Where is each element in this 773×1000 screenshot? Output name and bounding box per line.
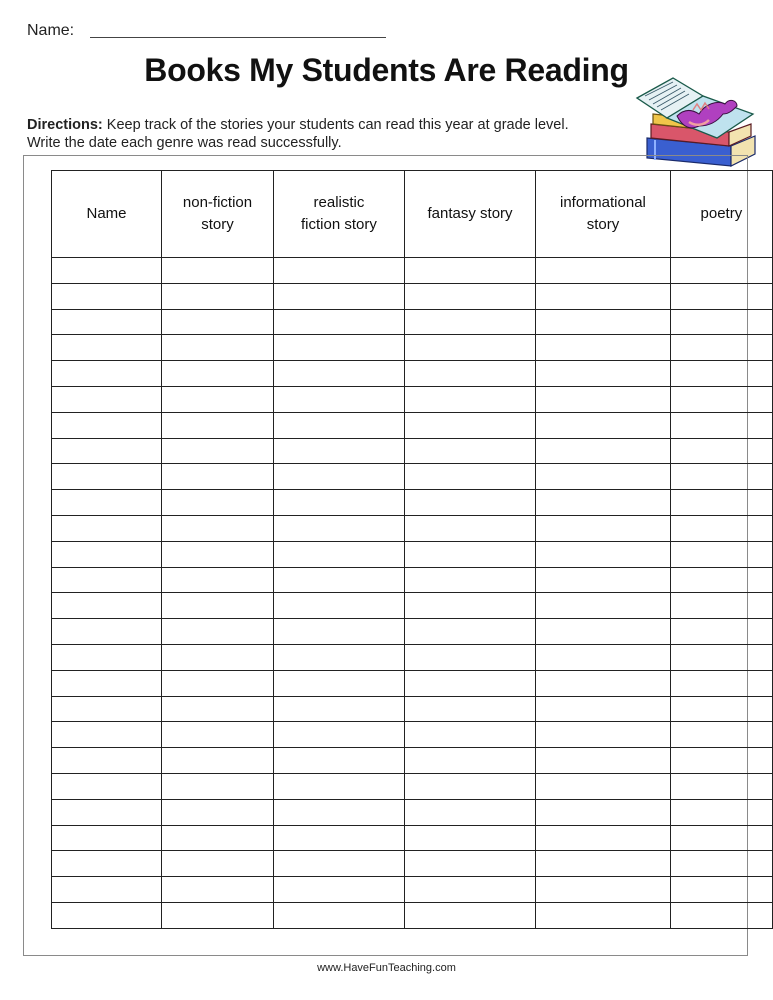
cell-realistic-fiction-story[interactable] [273,258,404,284]
column-header-informational: informational story [536,171,671,258]
cell-fantasy-story[interactable] [404,619,535,645]
cell-non-fiction-story[interactable] [162,515,274,541]
cell-realistic-fiction-story[interactable] [273,515,404,541]
cell-realistic-fiction-story[interactable] [273,619,404,645]
cell-name[interactable] [52,877,162,903]
page-title: Books My Students Are Reading [144,52,629,88]
cell-realistic-fiction-story[interactable] [273,722,404,748]
cell-informational-story[interactable] [536,309,671,335]
cell-fantasy-story[interactable] [404,877,535,903]
cell-name[interactable] [52,722,162,748]
cell-name[interactable] [52,670,162,696]
reading-tracker-table [51,170,773,929]
cell-fantasy-story[interactable] [404,567,535,593]
name-field[interactable] [90,37,386,38]
cell-name[interactable] [52,902,162,928]
cell-poetry[interactable] [670,490,772,516]
cell-informational-story[interactable] [536,644,671,670]
cell-realistic-fiction-story[interactable] [273,386,404,412]
table-row [52,438,773,464]
cell-name[interactable] [52,490,162,516]
cell-non-fiction-story[interactable] [162,799,274,825]
table-row [52,490,773,516]
column-header-non-fiction: non-fiction story [162,171,274,258]
cell-poetry[interactable] [670,619,772,645]
cell-non-fiction-story[interactable] [162,902,274,928]
cell-realistic-fiction-story[interactable] [273,773,404,799]
cell-poetry[interactable] [670,877,772,903]
cell-fantasy-story[interactable] [404,851,535,877]
cell-name[interactable] [52,515,162,541]
cell-informational-story[interactable] [536,541,671,567]
table-row [52,309,773,335]
table-row [52,283,773,309]
cell-informational-story[interactable] [536,670,671,696]
cell-informational-story[interactable] [536,722,671,748]
cell-realistic-fiction-story[interactable] [273,335,404,361]
cell-fantasy-story[interactable] [404,309,535,335]
cell-non-fiction-story[interactable] [162,696,274,722]
cell-poetry[interactable] [670,335,772,361]
cell-informational-story[interactable] [536,386,671,412]
cell-poetry[interactable] [670,851,772,877]
cell-poetry[interactable] [670,644,772,670]
cell-fantasy-story[interactable] [404,722,535,748]
cell-informational-story[interactable] [536,335,671,361]
cell-fantasy-story[interactable] [404,412,535,438]
cell-informational-story[interactable] [536,696,671,722]
cell-name[interactable] [52,567,162,593]
cell-fantasy-story[interactable] [404,773,535,799]
cell-name[interactable] [52,748,162,774]
cell-poetry[interactable] [670,696,772,722]
cell-realistic-fiction-story[interactable] [273,541,404,567]
cell-realistic-fiction-story[interactable] [273,877,404,903]
table-row [52,644,773,670]
cell-realistic-fiction-story[interactable] [273,309,404,335]
table-row [52,722,773,748]
cell-non-fiction-story[interactable] [162,644,274,670]
cell-informational-story[interactable] [536,825,671,851]
cell-poetry[interactable] [670,670,772,696]
cell-poetry[interactable] [670,386,772,412]
cell-realistic-fiction-story[interactable] [273,412,404,438]
cell-realistic-fiction-story[interactable] [273,464,404,490]
cell-name[interactable] [52,438,162,464]
cell-fantasy-story[interactable] [404,438,535,464]
cell-informational-story[interactable] [536,567,671,593]
cell-name[interactable] [52,283,162,309]
cell-name[interactable] [52,335,162,361]
table-row [52,361,773,387]
cell-fantasy-story[interactable] [404,515,535,541]
cell-non-fiction-story[interactable] [162,386,274,412]
cell-informational-story[interactable] [536,748,671,774]
cell-poetry[interactable] [670,438,772,464]
cell-name[interactable] [52,541,162,567]
column-header-poetry: poetry [670,171,772,258]
cell-non-fiction-story[interactable] [162,619,274,645]
cell-poetry[interactable] [670,258,772,284]
cell-poetry[interactable] [670,412,772,438]
cell-name[interactable] [52,258,162,284]
cell-informational-story[interactable] [536,773,671,799]
cell-informational-story[interactable] [536,902,671,928]
cell-informational-story[interactable] [536,851,671,877]
cell-poetry[interactable] [670,541,772,567]
directions-text: Keep track of the stories your students can read this year at grade level. [102,117,569,133]
cell-non-fiction-story[interactable] [162,309,274,335]
cell-name[interactable] [52,464,162,490]
cell-name[interactable] [52,309,162,335]
cell-fantasy-story[interactable] [404,670,535,696]
cell-fantasy-story[interactable] [404,335,535,361]
cell-realistic-fiction-story[interactable] [273,902,404,928]
cell-non-fiction-story[interactable] [162,490,274,516]
cell-realistic-fiction-story[interactable] [273,825,404,851]
cell-informational-story[interactable] [536,799,671,825]
table-row [52,670,773,696]
cell-poetry[interactable] [670,799,772,825]
table-row [52,851,773,877]
column-header-realistic-fiction: realistic fiction story [273,171,404,258]
cell-poetry[interactable] [670,567,772,593]
cell-realistic-fiction-story[interactable] [273,490,404,516]
table-row [52,619,773,645]
cell-informational-story[interactable] [536,258,671,284]
cell-non-fiction-story[interactable] [162,722,274,748]
cell-poetry[interactable] [670,773,772,799]
cell-non-fiction-story[interactable] [162,464,274,490]
table-row [52,567,773,593]
cell-non-fiction-story[interactable] [162,541,274,567]
name-label: Name: [27,22,75,39]
table-row [52,877,773,903]
directions-text-2: Write the date each genre was read successfully. [27,135,342,151]
cell-name[interactable] [52,773,162,799]
table-row [52,799,773,825]
cell-non-fiction-story[interactable] [162,877,274,903]
cell-name[interactable] [52,696,162,722]
cell-fantasy-story[interactable] [404,283,535,309]
cell-poetry[interactable] [670,902,772,928]
cell-realistic-fiction-story[interactable] [273,644,404,670]
cell-name[interactable] [52,412,162,438]
directions [27,116,627,152]
cell-non-fiction-story[interactable] [162,825,274,851]
table-row [52,464,773,490]
cell-poetry[interactable] [670,283,772,309]
cell-poetry[interactable] [670,722,772,748]
cell-name[interactable] [52,644,162,670]
cell-poetry[interactable] [670,464,772,490]
cell-realistic-fiction-story[interactable] [273,696,404,722]
cell-realistic-fiction-story[interactable] [273,438,404,464]
cell-fantasy-story[interactable] [404,361,535,387]
cell-poetry[interactable] [670,361,772,387]
table-header-row [52,171,773,258]
cell-fantasy-story[interactable] [404,258,535,284]
table-body [52,258,773,929]
cell-realistic-fiction-story[interactable] [273,748,404,774]
table-row [52,258,773,284]
cell-fantasy-story[interactable] [404,464,535,490]
cell-poetry[interactable] [670,515,772,541]
cell-non-fiction-story[interactable] [162,283,274,309]
cell-fantasy-story[interactable] [404,748,535,774]
cell-fantasy-story[interactable] [404,386,535,412]
cell-fantasy-story[interactable] [404,799,535,825]
cell-informational-story[interactable] [536,412,671,438]
table-row [52,696,773,722]
table-row [52,902,773,928]
cell-informational-story[interactable] [536,490,671,516]
cell-informational-story[interactable] [536,619,671,645]
table-row [52,335,773,361]
cell-fantasy-story[interactable] [404,593,535,619]
cell-poetry[interactable] [670,309,772,335]
cell-non-fiction-story[interactable] [162,412,274,438]
cell-informational-story[interactable] [536,361,671,387]
cell-non-fiction-story[interactable] [162,361,274,387]
cell-name[interactable] [52,386,162,412]
table-row [52,515,773,541]
cell-non-fiction-story[interactable] [162,670,274,696]
cell-realistic-fiction-story[interactable] [273,567,404,593]
cell-name[interactable] [52,593,162,619]
cell-fantasy-story[interactable] [404,902,535,928]
cell-fantasy-story[interactable] [404,644,535,670]
cell-realistic-fiction-story[interactable] [273,851,404,877]
cell-non-fiction-story[interactable] [162,335,274,361]
cell-realistic-fiction-story[interactable] [273,593,404,619]
cell-fantasy-story[interactable] [404,696,535,722]
table-row [52,412,773,438]
cell-informational-story[interactable] [536,283,671,309]
table-row [52,593,773,619]
cell-informational-story[interactable] [536,877,671,903]
cell-name[interactable] [52,799,162,825]
cell-realistic-fiction-story[interactable] [273,361,404,387]
table-row [52,773,773,799]
cell-informational-story[interactable] [536,515,671,541]
table-row [52,825,773,851]
cell-fantasy-story[interactable] [404,825,535,851]
cell-name[interactable] [52,361,162,387]
cell-poetry[interactable] [670,825,772,851]
column-header-name: Name [52,171,162,258]
cell-fantasy-story[interactable] [404,541,535,567]
cell-informational-story[interactable] [536,593,671,619]
table-row [52,748,773,774]
directions-label: Directions: [27,117,103,133]
cell-realistic-fiction-story[interactable] [273,670,404,696]
cell-realistic-fiction-story[interactable] [273,799,404,825]
cell-poetry[interactable] [670,748,772,774]
table-row [52,541,773,567]
table-row [52,386,773,412]
cell-non-fiction-story[interactable] [162,567,274,593]
cell-name[interactable] [52,851,162,877]
cell-name[interactable] [52,619,162,645]
cell-informational-story[interactable] [536,438,671,464]
cell-non-fiction-story[interactable] [162,593,274,619]
cell-non-fiction-story[interactable] [162,438,274,464]
cell-non-fiction-story[interactable] [162,851,274,877]
cell-non-fiction-story[interactable] [162,748,274,774]
cell-realistic-fiction-story[interactable] [273,283,404,309]
cell-poetry[interactable] [670,593,772,619]
cell-fantasy-story[interactable] [404,490,535,516]
cell-non-fiction-story[interactable] [162,773,274,799]
cell-name[interactable] [52,825,162,851]
cell-non-fiction-story[interactable] [162,258,274,284]
column-header-fantasy: fantasy story [404,171,535,258]
cell-informational-story[interactable] [536,464,671,490]
footer-url: www.HaveFunTeaching.com [317,962,456,974]
